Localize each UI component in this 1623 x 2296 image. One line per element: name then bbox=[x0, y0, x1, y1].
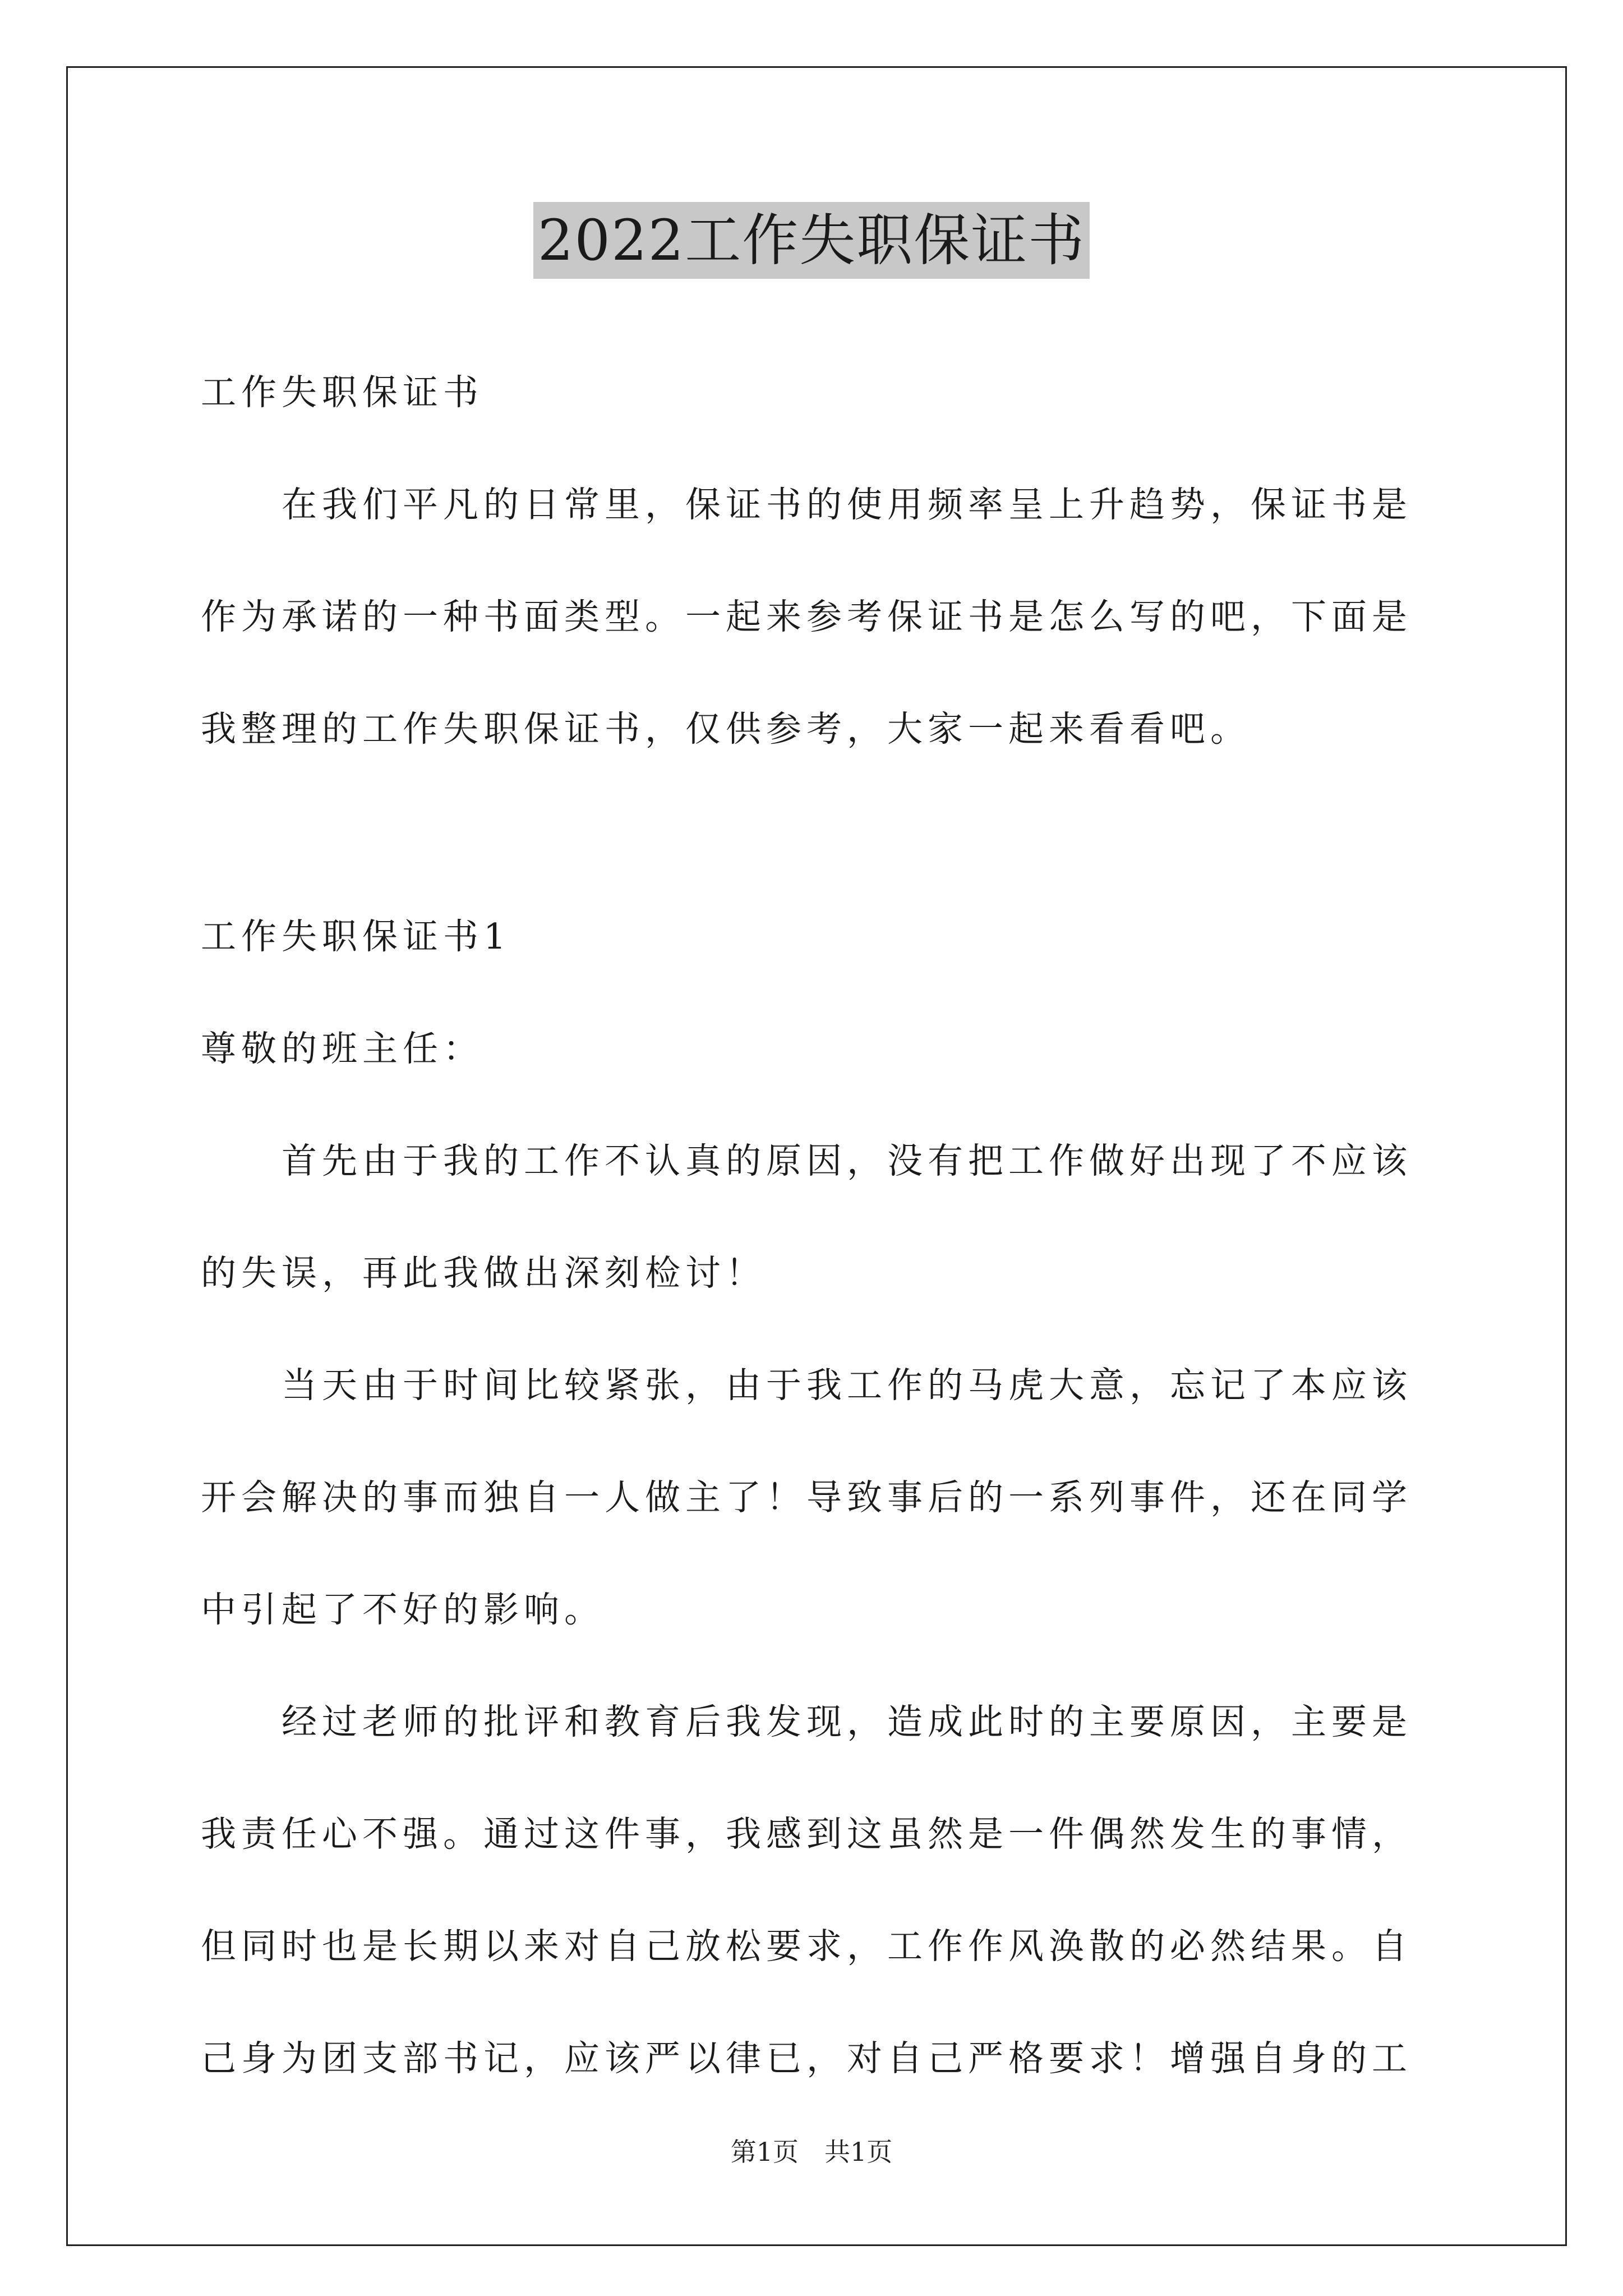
document-title: 2022工作失职保证书 bbox=[533, 202, 1090, 279]
paragraph-line: 作为承诺的一种书面类型。一起来参考保证书是怎么写的吧，下面是 bbox=[201, 596, 1412, 637]
section-heading: 工作失职保证书1 bbox=[201, 916, 511, 957]
document-body bbox=[201, 337, 1435, 2115]
paragraph-line: 我整理的工作失职保证书，仅供参考，大家一起来看看吧。 bbox=[201, 708, 1251, 749]
paragraph-line: 开会解决的事而独自一人做主了！导致事后的一系列事件，还在同学 bbox=[201, 1477, 1412, 1518]
paragraph-line: 己身为团支部书记，应该严以律已，对自己严格要求！增强自身的工 bbox=[201, 2038, 1412, 2079]
salutation: 尊敬的班主任： bbox=[201, 1028, 483, 1069]
page-footer: 第1页 共1页 bbox=[730, 2137, 893, 2167]
paragraph-line: 中引起了不好的影响。 bbox=[201, 1589, 605, 1630]
title-container bbox=[0, 202, 1623, 279]
paragraph-line: 的失误，再此我做出深刻检讨！ bbox=[201, 1253, 766, 1294]
paragraph-line: 首先由于我的工作不认真的原因，没有把工作做好出现了不应该 bbox=[201, 1140, 1412, 1181]
paragraph-line: 我责任心不强。通过这件事，我感到这虽然是一件偶然发生的事情， bbox=[201, 1814, 1412, 1855]
paragraph-line: 经过老师的批评和教育后我发现，造成此时的主要原因，主要是 bbox=[201, 1701, 1412, 1742]
paragraph-line: 当天由于时间比较紧张，由于我工作的马虎大意，忘记了本应该 bbox=[201, 1365, 1412, 1406]
paragraph-line: 在我们平凡的日常里，保证书的使用频率呈上升趋势，保证书是 bbox=[201, 484, 1412, 525]
section-heading: 工作失职保证书 bbox=[201, 372, 483, 413]
paragraph-line: 但同时也是长期以来对自己放松要求，工作作风涣散的必然结果。自 bbox=[201, 1926, 1412, 1967]
